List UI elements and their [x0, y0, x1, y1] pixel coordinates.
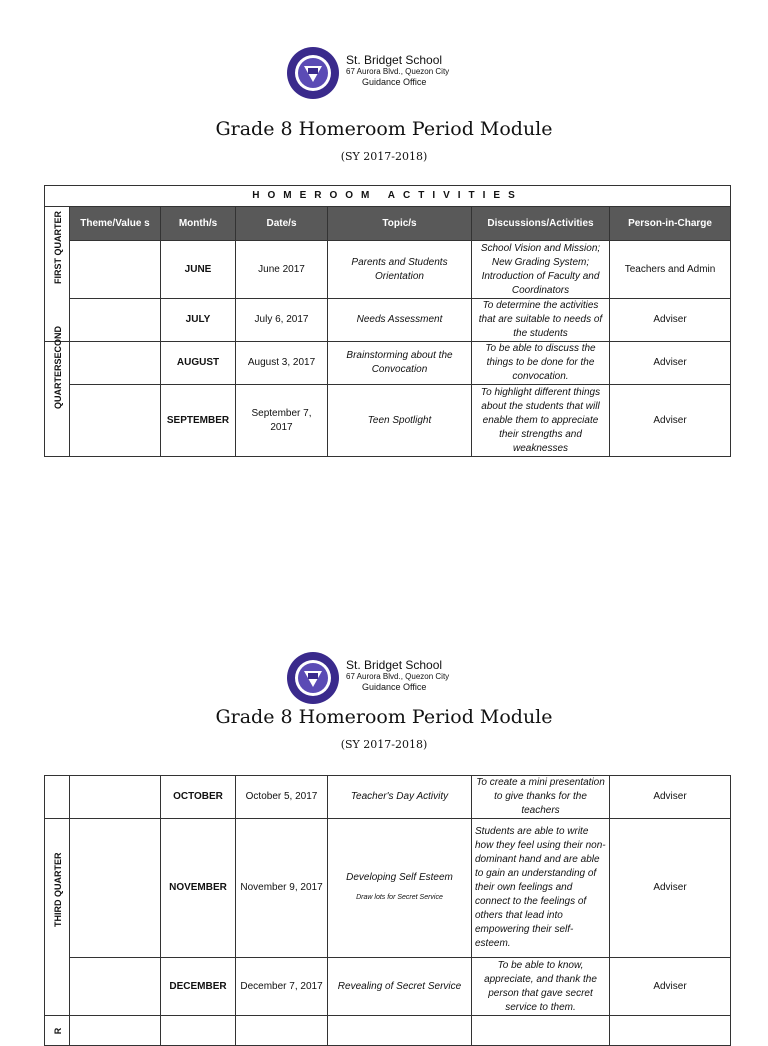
person-cell: Adviser [610, 958, 731, 1016]
date-cell: November 9, 2017 [236, 819, 328, 958]
discussion-cell: To highlight different things about the students that will enable them to appreciate their strengths and weaknesses [472, 385, 610, 457]
discussion-cell: To be able to discuss the things to be done for the convocation. [472, 342, 610, 385]
school-address: 67 Aurora Blvd., Quezon City [346, 672, 450, 681]
topic-note: Draw lots for Secret Service [356, 894, 443, 901]
theme-cell [70, 241, 161, 299]
table-header-row [45, 207, 731, 241]
month-cell: JUNE [161, 241, 236, 299]
person-cell: Adviser [610, 776, 731, 819]
person-cell: Adviser [610, 385, 731, 457]
topic-cell: Revealing of Secret Service [328, 958, 472, 1016]
table-row [45, 385, 731, 457]
table-row [45, 819, 731, 958]
theme-cell [70, 776, 161, 819]
person-cell: Adviser [610, 342, 731, 385]
date-cell: October 5, 2017 [236, 776, 328, 819]
date-cell: July 6, 2017 [236, 299, 328, 342]
person-cell: Teachers and Admin [610, 241, 731, 299]
person-cell: Adviser [610, 299, 731, 342]
theme-cell [70, 342, 161, 385]
date-cell: June 2017 [236, 241, 328, 299]
quarter-cell-first [45, 207, 70, 342]
date-cell: December 7, 2017 [236, 958, 328, 1016]
homeroom-table-2 [44, 775, 731, 1046]
table-row [45, 776, 731, 819]
document-title: Grade 8 Homeroom Period Module [215, 118, 553, 140]
school-info [346, 658, 449, 693]
theme-cell [70, 958, 161, 1016]
quarter-cell-third [45, 819, 70, 1016]
school-address: 67 Aurora Blvd., Quezon City [346, 67, 450, 76]
school-name: St. Bridget School [346, 658, 443, 672]
school-office: Guidance Office [362, 77, 427, 87]
theme-cell [70, 819, 161, 958]
discussion-cell: To create a mini presentation to give thanks for the teachers [472, 776, 610, 819]
topic-cell: Parents and Students Orientation [328, 241, 472, 299]
topic-cell: Teen Spotlight [328, 385, 472, 457]
school-info [346, 53, 449, 88]
school-logo-icon [286, 651, 340, 705]
school-year: (SY 2017-2018) [340, 150, 428, 163]
month-cell: OCTOBER [161, 776, 236, 819]
topic-cell: Needs Assessment [328, 299, 472, 342]
quarter-label: R [53, 1027, 63, 1034]
quarter-cell-empty [45, 776, 70, 819]
month-cell [161, 1016, 236, 1046]
quarter-cell-fourth [45, 1016, 70, 1046]
school-year: (SY 2017-2018) [340, 738, 428, 751]
discussion-cell: Students are able to write how they feel using their non-dominant hand and are able to gain an understanding of their own feelings and connect to the feelings of others that lead into empowering their self-esteem. [472, 819, 610, 958]
quarter-label: QUARTERSECOND [53, 325, 63, 409]
col-header-person: Person-in-Charge [610, 207, 731, 241]
theme-cell [70, 385, 161, 457]
table-row [45, 958, 731, 1016]
table-row [45, 342, 731, 385]
quarter-label: FIRST QUARTER [53, 211, 63, 284]
table-row [45, 299, 731, 342]
topic-cell: Teacher's Day Activity [328, 776, 472, 819]
col-header-theme: Theme/Value s [70, 207, 161, 241]
month-cell: NOVEMBER [161, 819, 236, 958]
school-office: Guidance Office [362, 682, 427, 692]
month-cell: AUGUST [161, 342, 236, 385]
topic-cell [328, 819, 472, 958]
table-row [45, 241, 731, 299]
topic-cell: Brainstorming about the Convocation [328, 342, 472, 385]
person-cell [610, 1016, 731, 1046]
col-header-discussion: Discussions/Activities [472, 207, 610, 241]
document-title: Grade 8 Homeroom Period Module [215, 706, 553, 728]
month-cell: JULY [161, 299, 236, 342]
theme-cell [70, 299, 161, 342]
date-cell: August 3, 2017 [236, 342, 328, 385]
month-cell: DECEMBER [161, 958, 236, 1016]
discussion-cell: To determine the activities that are suitable to needs of the students [472, 299, 610, 342]
theme-cell [70, 1016, 161, 1046]
col-header-month: Month/s [161, 207, 236, 241]
school-name: St. Bridget School [346, 53, 443, 67]
person-cell: Adviser [610, 819, 731, 958]
col-header-topic: Topic/s [328, 207, 472, 241]
quarter-label: THIRD QUARTER [53, 852, 63, 927]
quarter-cell-second [45, 325, 70, 457]
month-cell: SEPTEMBER [161, 385, 236, 457]
discussion-cell: School Vision and Mission; New Grading System; Introduction of Faculty and Coordinators [472, 241, 610, 299]
discussion-cell [472, 1016, 610, 1046]
table-row [45, 1016, 731, 1046]
page-2 [0, 600, 768, 1034]
discussion-cell: To be able to know, appreciate, and thank the person that gave secret service to them. [472, 958, 610, 1016]
date-cell: September 7, 2017 [236, 385, 328, 457]
date-cell [236, 1016, 328, 1046]
col-header-date: Date/s [236, 207, 328, 241]
topic-text: Developing Self Esteem [346, 872, 453, 883]
homeroom-table-1 [44, 185, 731, 457]
school-logo-icon [286, 46, 340, 100]
table-banner: HOMEROOM ACTIVITIES [45, 186, 731, 207]
topic-cell [328, 1016, 472, 1046]
